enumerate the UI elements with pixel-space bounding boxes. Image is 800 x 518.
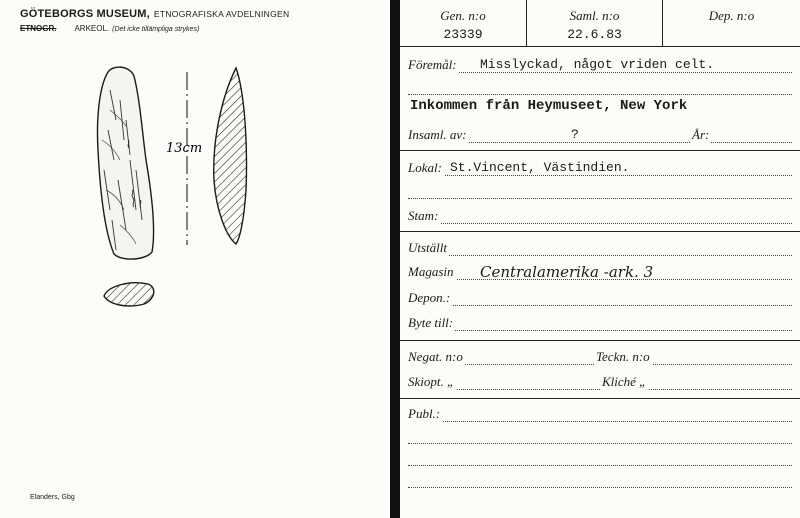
byte-label: Byte till: — [408, 315, 454, 330]
gen-number-label: Gen. n:o — [440, 8, 486, 23]
lokal-label: Lokal: — [408, 160, 442, 175]
depon-label: Depon.: — [408, 290, 451, 305]
separator-4 — [400, 398, 800, 399]
depon-row — [408, 290, 792, 308]
skiopt-row — [408, 374, 792, 392]
foremal-row — [408, 57, 792, 75]
negat-row — [408, 349, 792, 367]
stam-label: Stam: — [408, 208, 439, 223]
utstallt-row — [408, 240, 792, 258]
publ-label: Publ.: — [408, 406, 441, 421]
strike-note: (Det icke tillämpliga strykes) — [112, 26, 200, 33]
ar-label: År: — [692, 127, 710, 142]
dep-number-box — [663, 0, 800, 47]
department-name: ETNOGRAFISKA AVDELNINGEN — [153, 9, 290, 19]
stam-row — [408, 208, 792, 226]
struck-section: ETNOGR. — [20, 24, 57, 33]
kliche-label: Kliché „ — [602, 374, 647, 389]
utstallt-label: Utställt — [408, 240, 448, 255]
lokal-row-2 — [408, 183, 792, 201]
museum-name: GÖTEBORGS MUSEUM, — [20, 8, 150, 20]
separator-1 — [400, 150, 800, 151]
celt-cross-section — [104, 283, 154, 306]
foremal-row-2 — [408, 79, 792, 97]
saml-number-box — [527, 0, 663, 47]
magasin-label: Magasin — [408, 264, 454, 279]
magasin-value: Centralamerika -ark. 3 — [480, 263, 654, 281]
publ-row — [408, 406, 792, 424]
dimension-note: 13cm — [166, 141, 203, 156]
printer-imprint: Elanders, Gbg — [30, 494, 75, 501]
gen-number-value: 23339 — [443, 27, 483, 42]
negat-label: Negat. n:o — [408, 349, 463, 364]
arkeol-section: ARKEOL. — [74, 24, 110, 33]
celt-front-view — [97, 67, 153, 259]
lokal-value: St.Vincent, Västindien. — [450, 160, 630, 175]
publ-row-2 — [408, 428, 792, 446]
museum-heading — [20, 8, 289, 20]
separator-2 — [400, 231, 800, 232]
celt-side-view — [214, 68, 247, 244]
magasin-row — [408, 264, 792, 282]
dep-number-label: Dep. n:o — [708, 8, 755, 23]
celt-drawing — [90, 60, 290, 320]
skiopt-label: Skiopt. „ — [408, 374, 455, 389]
section-line — [20, 24, 199, 33]
separator-3 — [400, 340, 800, 341]
card-divider — [390, 0, 400, 518]
gen-number-box — [400, 0, 527, 47]
publ-row-3 — [408, 450, 792, 468]
teckn-label: Teckn. n:o — [596, 349, 650, 364]
insaml-value: ? — [571, 127, 579, 142]
foremal-value: Misslyckad, något vriden celt. — [480, 57, 715, 72]
saml-number-value: 22.6.83 — [567, 27, 622, 42]
inkommen-text: Inkommen från Heymuseet, New York — [410, 98, 688, 114]
lokal-row — [408, 160, 792, 178]
insaml-label: Insaml. av: — [408, 127, 467, 142]
insaml-row — [408, 127, 792, 145]
saml-number-label: Saml. n:o — [569, 8, 620, 23]
byte-row — [408, 315, 792, 333]
inkommen-row — [408, 99, 792, 117]
foremal-label: Föremål: — [408, 57, 457, 72]
publ-row-4 — [408, 472, 792, 490]
